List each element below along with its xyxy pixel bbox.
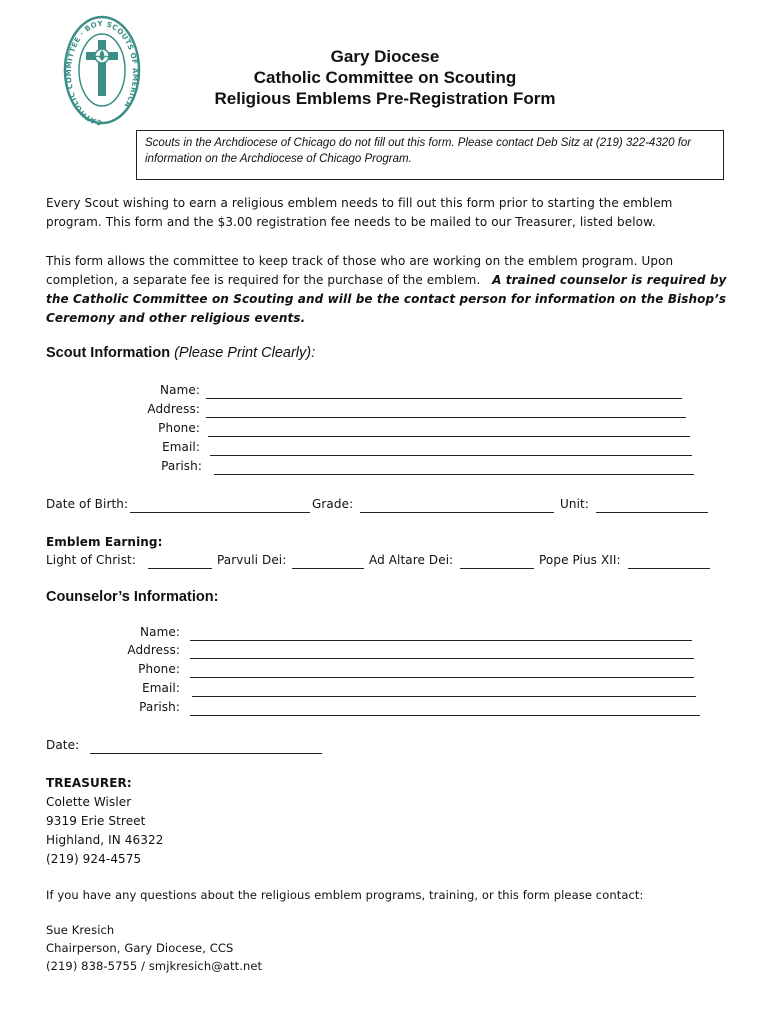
treasurer-phone: (219) 924-4575	[46, 852, 142, 866]
treasurer-city: Highland, IN 46322	[46, 833, 164, 847]
unit-field[interactable]	[596, 498, 708, 513]
grade-label: Grade:	[312, 497, 354, 511]
counselor-heading: Counselor’s Information:	[46, 589, 219, 605]
questions-text: If you have any questions about the religious emblem programs, training, or this form please contact:	[46, 888, 644, 902]
scout-info-heading: Scout Information (Please Print Clearly):	[46, 345, 316, 361]
treasurer-street: 9319 Erie Street	[46, 814, 146, 828]
dob-field[interactable]	[130, 498, 310, 513]
emblem-heading: Emblem Earning:	[46, 535, 163, 549]
scout-parish-label: Parish:	[161, 459, 202, 473]
counselor-email-label: Email:	[142, 681, 180, 695]
emblem-pope-pius-field[interactable]	[628, 554, 710, 569]
chicago-notice-box: Scouts in the Archdiocese of Chicago do not fill out this form. Please contact Deb Sitz at (219) 322-4320 for information on the Archdiocese of Chicago Program.	[136, 130, 724, 180]
scout-info-heading-note: (Please Print Clearly):	[174, 345, 316, 361]
counselor-name-field[interactable]	[190, 626, 692, 641]
scout-address-field[interactable]	[206, 403, 686, 418]
header-title-line1: Gary Diocese	[330, 47, 440, 66]
emblem-ad-altare-dei-label: Ad Altare Dei:	[369, 553, 454, 567]
intro-para2-line1: This form allows the committee to keep track of those who are working on the emblem program. Upon	[46, 254, 674, 268]
intro-para2-line3: the Catholic Committee on Scouting and will be the contact person for information on the Bishop’s	[46, 292, 727, 306]
intro-para2-line4: Ceremony and other religious events.	[46, 311, 306, 325]
unit-label: Unit:	[560, 497, 589, 511]
intro-para1-line2: program. This form and the $3.00 registration fee needs to be mailed to our Treasurer, listed below.	[46, 215, 656, 229]
counselor-parish-field[interactable]	[190, 701, 700, 716]
emblem-parvuli-dei-label: Parvuli Dei:	[217, 553, 287, 567]
scout-phone-field[interactable]	[208, 422, 690, 437]
counselor-address-label: Address:	[127, 643, 180, 657]
scout-email-label: Email:	[162, 440, 200, 454]
scout-name-field[interactable]	[206, 384, 682, 399]
counselor-parish-label: Parish:	[139, 700, 180, 714]
contact-title: Chairperson, Gary Diocese, CCS	[46, 941, 234, 955]
dob-label: Date of Birth:	[46, 497, 129, 511]
counselor-email-field[interactable]	[192, 682, 696, 697]
scout-address-label: Address:	[147, 402, 200, 416]
intro-para1-line1: Every Scout wishing to earn a religious emblem needs to fill out this form prior to starting the emblem	[46, 196, 673, 210]
scout-name-label: Name:	[160, 383, 200, 397]
emblem-light-of-christ-label: Light of Christ:	[46, 553, 136, 567]
emblem-pope-pius-label: Pope Pius XII:	[539, 553, 621, 567]
date-field[interactable]	[90, 739, 322, 754]
scout-phone-label: Phone:	[158, 421, 200, 435]
contact-info: (219) 838-5755 / smjkresich@att.net	[46, 959, 263, 973]
scout-parish-field[interactable]	[214, 460, 694, 475]
header-title-line2: Catholic Committee on Scouting	[253, 68, 517, 87]
contact-name: Sue Kresich	[46, 923, 115, 937]
date-label: Date:	[46, 738, 80, 752]
intro-para2-line2-plain: completion, a separate fee is required for the purchase of the emblem.	[46, 273, 481, 287]
intro-para2-line2	[46, 273, 726, 287]
logo-ring-text: CATHOLIC COMMITTEE · BOY SCOUTS OF AMERICA	[64, 18, 141, 126]
emblem-light-of-christ-field[interactable]	[148, 554, 212, 569]
header-title-line3: Religious Emblems Pre-Registration Form	[214, 89, 556, 108]
counselor-address-field[interactable]	[190, 644, 694, 659]
treasurer-heading: TREASURER:	[46, 776, 132, 790]
emblem-ad-altare-dei-field[interactable]	[460, 554, 534, 569]
counselor-name-label: Name:	[140, 625, 180, 639]
scout-email-field[interactable]	[210, 441, 692, 456]
counselor-phone-field[interactable]	[190, 663, 694, 678]
treasurer-name: Colette Wisler	[46, 795, 132, 809]
counselor-phone-label: Phone:	[138, 662, 180, 676]
grade-field[interactable]	[360, 498, 554, 513]
intro-para2-line2-bold: A trained counselor is required by	[492, 273, 727, 287]
emblem-parvuli-dei-field[interactable]	[292, 554, 364, 569]
